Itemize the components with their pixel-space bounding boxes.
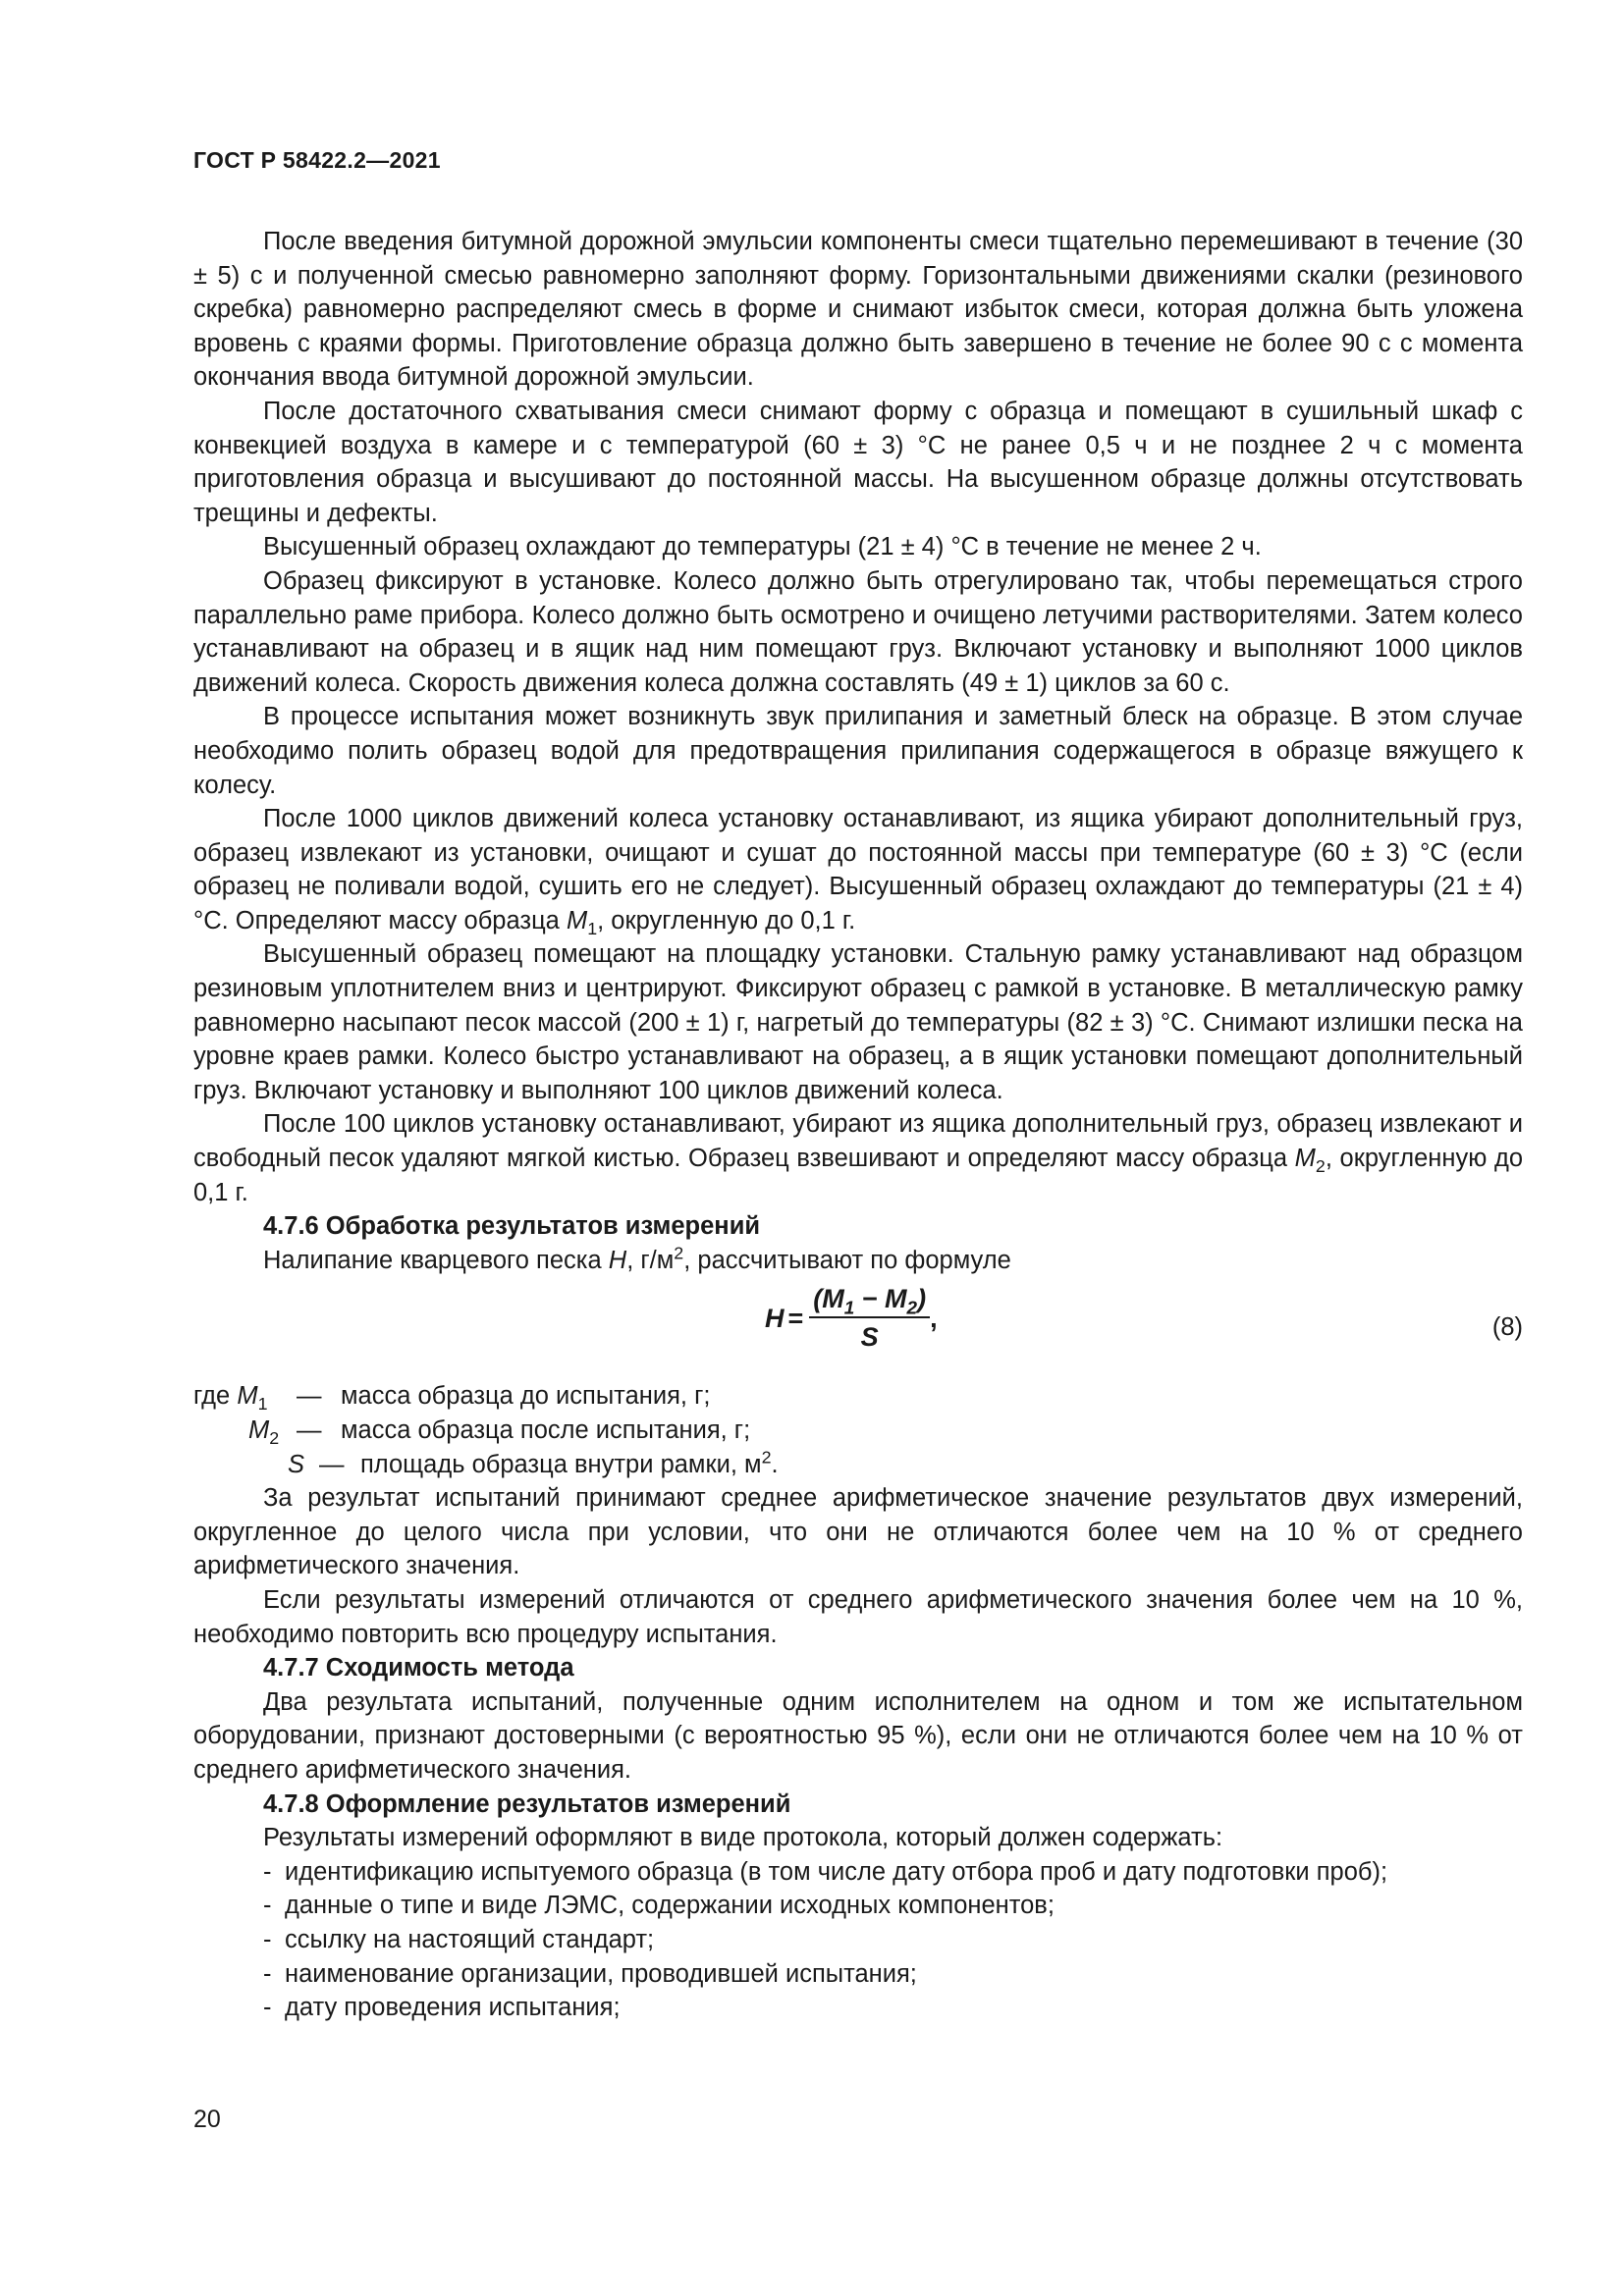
section-heading-4-7-6: 4.7.6 Обработка результатов измерений [263,1212,761,1241]
document-header: ГОСТ Р 58422.2—2021 [193,147,441,173]
subscript: 1 [587,918,598,938]
list-item: - данные о типе и виде ЛЭМС, содержании исходных компонентов; [263,1892,1055,1920]
formula-equals: = [787,1304,804,1334]
formula-number: (8) [1491,1313,1523,1342]
paragraph: Налипание кварцевого песка H, $г/м^2$, рассчитывают по формуле [263,1243,1011,1274]
paragraph: После достаточного схватывания смеси снимают форму с образца и помещают в сушильный шкаф с конвекцией воздуха в камере и с температурой (60 ± 3) °С не ранее 0,5 ч и не позднее 2 ч с момента приготовления образца и высушивают до постоянной массы. На высушенном образце должны отсутствовать трещины и дефекты. [193,397,1523,527]
paragraph: После 100 циклов установку останавливают, убирают из ящика дополнительный груз, образец извлекают и свободный песок удаляют мягкой кистью. Образец взвешивают и определяют массу образца $M_2$, округленную до 0,1 г. [193,1110,1523,1206]
paragraph: После введения битумной дорожной эмульсии компоненты смеси тщательно перемешивают в течение (30 ± 5) с и полученной смесью равномерно заполняют форму. Горизонтальными движениями скалки (резинового скребка) равномерно распределяют смесь в форме и снимают избыток смеси, которая должна быть уложена вровень с краями формы. Приготовление образца должно быть завершено в течение не более 90 с с момента окончания ввода битумной дорожной эмульсии. [193,228,1523,392]
formula-denominator: S [860,1322,879,1353]
list-item: - ссылку на настоящий стандарт; [263,1925,655,1953]
paragraph: Высушенный образец помещают на площадку установки. Стальную рамку устанавливают над образцом резиновым уплотнителем вниз и центрируют. Фиксируют образец с рамкой в установке. В металлическую рамку равномерно насыпают песок массой (200 ± 1) г, нагретый до температуры (82 ± 3) °С. Снимают излишки песка на уровне краев рамки. Колесо быстро устанавливают на образец, а в ящик установки помещают дополнительный груз. Включают установку и выполняют 100 циклов движений колеса. [193,940,1523,1104]
where-line-m2: $M_2$ — масса образца после испытания, г; [248,1416,751,1449]
list-item: - идентификацию испытуемого образца (в том числе дату отбора проб и дату подготовки проб); [263,1857,1388,1886]
formula-lhs: H [765,1304,785,1334]
formula-fraction [809,1283,930,1354]
superscript: 2 [674,1243,684,1263]
list-item: - наименование организации, проводившей испытания; [263,1959,917,1988]
paragraph: В процессе испытания может возникнуть звук прилипания и заметный блеск на образце. В этом случае необходимо полить образец водой для предотвращения прилипания содержащегося в образце вяжущего к колесу. [193,703,1523,799]
paragraph: Два результата испытаний, полученные одним исполнителем на одном и том же испытательном оборудовании, признают достоверными (с вероятностью 95 %), если они не отличаются более чем на 10 % от среднего арифметического значения. [193,1687,1523,1784]
paragraph: За результат испытаний принимают среднее арифметическое значение результатов двух измерений, округленное до целого числа при условии, что они не отличаются более чем на 10 % от среднего арифметического значения. [193,1484,1523,1580]
paragraph: Высушенный образец охлаждают до температуры (21 ± 4) °С в течение не менее 2 ч. [263,533,1262,561]
where-line-s: S — площадь образца внутри рамки, $м^2$. [288,1447,779,1478]
symbol-h: H [608,1246,627,1274]
formula-block [193,1277,1523,1379]
formula-numerator: $(M_1 - M_2)$ [809,1283,930,1318]
section-heading-4-7-8: 4.7.8 Оформление результатов измерений [263,1789,791,1818]
page-number: 20 [193,2106,221,2133]
body-text [193,225,1523,2025]
section-heading-4-7-7: 4.7.7 Сходимость метода [263,1654,574,1682]
symbol-m: M [1294,1145,1316,1173]
symbol-m: M [566,906,588,934]
paragraph: Результаты измерений оформляют в виде протокола, который должен содержать: [263,1824,1223,1852]
subscript: 2 [1315,1156,1326,1177]
where-line-m1: где $M_1$ — масса образца до испытания, г; [193,1382,711,1415]
paragraph: Образец фиксируют в установке. Колесо должно быть отрегулировано так, чтобы перемещаться строго параллельно раме прибора. Колесо должно быть осмотрено и очищено летучими растворителями. Затем колесо устанавливают на образец и в ящик над ним помещают груз. Включают установку и выполняют 1000 циклов движений колеса. Скорость движения колеса должна составлять (49 ± 1) циклов за 60 с. [193,566,1523,697]
list-item: - дату проведения испытания; [263,1994,621,2022]
paragraph: После 1000 циклов движений колеса установку останавливают, из ящика убирают дополнительный груз, образец извлекают из установки, очищают и сушат до постоянной массы при температуре (60 ± 3) °С (если образец не поливали водой, сушить его не следует). Высушенный образец охлаждают до температуры (21 ± 4) °С. Определяют массу образца $M_1$, округленную до 0,1 г. [193,805,1523,938]
formula-comma: , [930,1304,938,1334]
paragraph: Если результаты измерений отличаются от среднего арифметического значения более чем на 10 %, необходимо повторить всю процедуру испытания. [193,1585,1523,1648]
formula [765,1283,938,1354]
